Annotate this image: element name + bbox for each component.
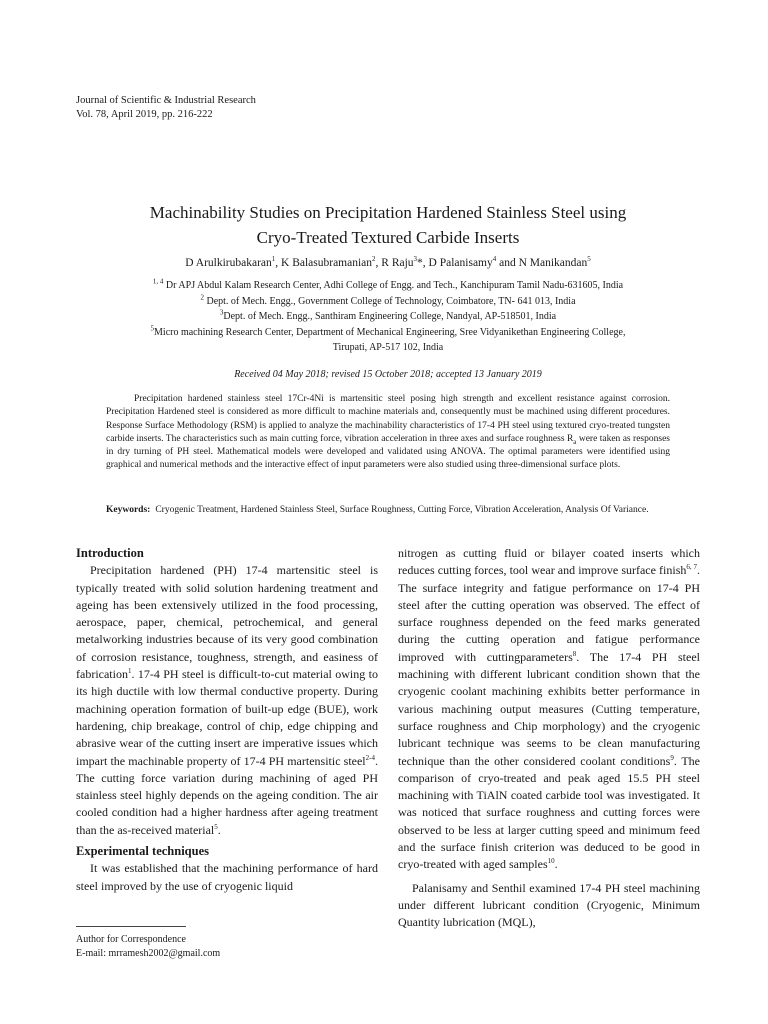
citation: 9 <box>670 753 674 762</box>
text-run: . The cutting force variation during machining of aged PH stainless steel highly depends on the ageing condition. The air cooled condition had a higher hardness after ageing treatment than the as-received material <box>76 753 378 837</box>
affil-text: Micro machining Research Center, Department of Mechanical Engineering, Sree Vidyanikethan Engineering College, <box>154 326 626 338</box>
introduction-paragraph <box>76 562 378 839</box>
author-affil-mark: 2 <box>372 255 376 264</box>
experimental-paragraph: It was established that the machining performance of hard steel improved by the use of cryogenic liquid <box>76 861 378 893</box>
author-affil-mark: 1 <box>271 255 276 264</box>
author-affil-mark: 3 <box>413 255 418 264</box>
author-name: , R Raju <box>375 257 414 269</box>
affiliation-3 <box>76 309 700 325</box>
abstract <box>106 393 670 473</box>
affil-text: Dept. of Mech. Engg., Santhiram Engineering College, Nandyal, AP-518501, India <box>223 311 557 322</box>
author-name: and N Manikandan <box>499 257 588 269</box>
author-name: , K Balasubramanian <box>275 257 373 269</box>
author-list <box>90 257 686 269</box>
title-line-1: Machinability Studies on Precipitation Hardened Stainless Steel using <box>149 203 627 222</box>
paper-title <box>90 200 686 250</box>
footnote-label: Author for Correspondence <box>76 934 186 945</box>
experimental-heading: Experimental techniques <box>76 844 209 859</box>
author-affil-mark: 5 <box>587 255 591 264</box>
text-run: . The comparison of cryo-treated and peak aged 15.5 PH steel machining with TiAlN coated carbide tool was investigated. It was noticed that surface roughness and cutting forces were observed to be less at larger cutting speed and minimum feed and the surface finish criterion was deduced to be good in cryo-treated with aged samples <box>398 753 700 872</box>
text-run: . <box>217 822 221 837</box>
keywords <box>106 504 670 517</box>
citation: 2-4 <box>365 753 375 762</box>
journal-name: Journal of Scientific & Industrial Research <box>76 95 256 106</box>
text-run: . <box>554 857 558 872</box>
text-run: Precipitation hardened (PH) 17-4 martensitic steel is typically treated with solid solution hardening treatment and ageing has been extensively utilized in the food processing, aerospace, paper, chemical, petrochemical, and general metalworking industries because of its very good combination of corrosion resistance, toughness, strength, and easiness of fabrication <box>76 563 378 682</box>
left-column <box>76 545 378 895</box>
affiliation-1 <box>76 278 700 294</box>
citation: 1 <box>127 667 132 676</box>
affiliation-2 <box>76 294 700 310</box>
affil-mark: 2 <box>200 293 204 302</box>
affil-mark: 3 <box>219 308 224 317</box>
author-affil-mark: 4 <box>492 255 497 264</box>
citation: 10 <box>547 857 555 866</box>
affiliation-5 <box>76 325 700 341</box>
received-dates: Received 04 May 2018; revised 15 October 2018; accepted 13 January 2019 <box>234 369 542 380</box>
introduction-heading: Introduction <box>76 546 144 560</box>
citation: 5 <box>214 822 218 831</box>
title-line-2: Cryo-Treated Textured Carbide Inserts <box>256 228 520 247</box>
author-name: , D Palanisamy <box>422 257 493 269</box>
text-run: . The 17-4 PH steel machining with different lubricant condition shown that the cryogenic coolant machining exhibits better performance in various machining output measures (Cutting temperature, surface roughness and Chip morphology) and the cryogenic lubricant technique was seems to be clean manufacturing technique than the other considered coolant conditions <box>398 649 701 768</box>
continued-paragraph <box>398 545 700 874</box>
text-run: . 17-4 PH steel is difficult-to-cut material owing to its high ductile with low thermal conductive property. During machining operation formation of built-up edge (BUE), work hardening, chip breakage, control of chip, edge chipping and abrasive wear of the cutting insert are imperative issues which impart the machinable property of 17-4 PH martensitic steel <box>76 667 378 768</box>
footnote-email: E-mail: mrramesh2002@gmail.com <box>76 948 221 959</box>
affiliations <box>76 278 700 356</box>
right-column <box>398 545 700 932</box>
abstract-text-cont: were taken as responses in dry turning of PH steel. Mathematical models were developed and validated using ANOVA. The optimal parameters were identified using graphical and numerical methods and the interactive effect of input parameters were also studied using three-dimensional surface plots. <box>106 433 670 471</box>
affil-mark: 5 <box>150 324 155 333</box>
affil-mark: 1, 4 <box>152 277 164 286</box>
keywords-text: Cryogenic Treatment, Hardened Stainless Steel, Surface Roughness, Cutting Force, Vibration Acceleration, Analysis Of Variance. <box>155 505 649 515</box>
citation: 6, 7 <box>686 563 698 572</box>
affil-text: Dept. of Mech. Engg., Government College of Technology, Coimbatore, TN- 641 013, India <box>203 295 576 307</box>
corresponding-mark: * <box>417 257 423 269</box>
citation: 8 <box>572 649 577 658</box>
text-run: nitrogen as cutting fluid or bilayer coated inserts which reduces cutting forces, tool wear and improve surface finish <box>398 546 700 578</box>
author-name: D Arulkirubakaran <box>185 257 272 269</box>
abstract-text: Precipitation hardened stainless steel 17Cr-4Ni is martensitic steel posing high strength and excellent resistance against corrosion. Precipitation Hardened steel is considered as more difficult to machine materials and, consequently must be machined using different procedures. Response Surface Methodology (RSM) is applied to analyze the machinability characteristics of 17-4 PH steel using textured cryo-treated tungsten carbide inserts. The characteristics such as main cutting force, vibration acceleration in three axes and surface roughness R <box>106 394 670 444</box>
roughness-subscript: a <box>573 437 577 446</box>
palanisamy-paragraph: Palanisamy and Senthil examined 17-4 PH steel machining under different lubricant condition (Cryogenic, Minimum Quantity lubrication (MQL), <box>398 880 700 930</box>
affil-text: Dr APJ Abdul Kalam Research Center, Adhi College of Engg. and Tech., Kanchipuram Tamil Nadu-631605, India <box>163 280 624 291</box>
affiliation-5-cont: Tirupati, AP-517 102, India <box>332 342 444 353</box>
journal-volume: Vol. 78, April 2019, pp. 216-222 <box>76 109 213 120</box>
journal-header <box>76 94 256 122</box>
footnote-rule <box>76 926 186 927</box>
keywords-label: Keywords: <box>106 505 151 515</box>
correspondence-footnote <box>76 926 378 961</box>
text-run: . The surface integrity and fatigue performance on 17-4 PH steel after the cutting operation was observed. The effect of surface roughness depended on the feed marks generated during the cutting operation and fatigue performance improved with cuttingparameters <box>398 563 701 664</box>
